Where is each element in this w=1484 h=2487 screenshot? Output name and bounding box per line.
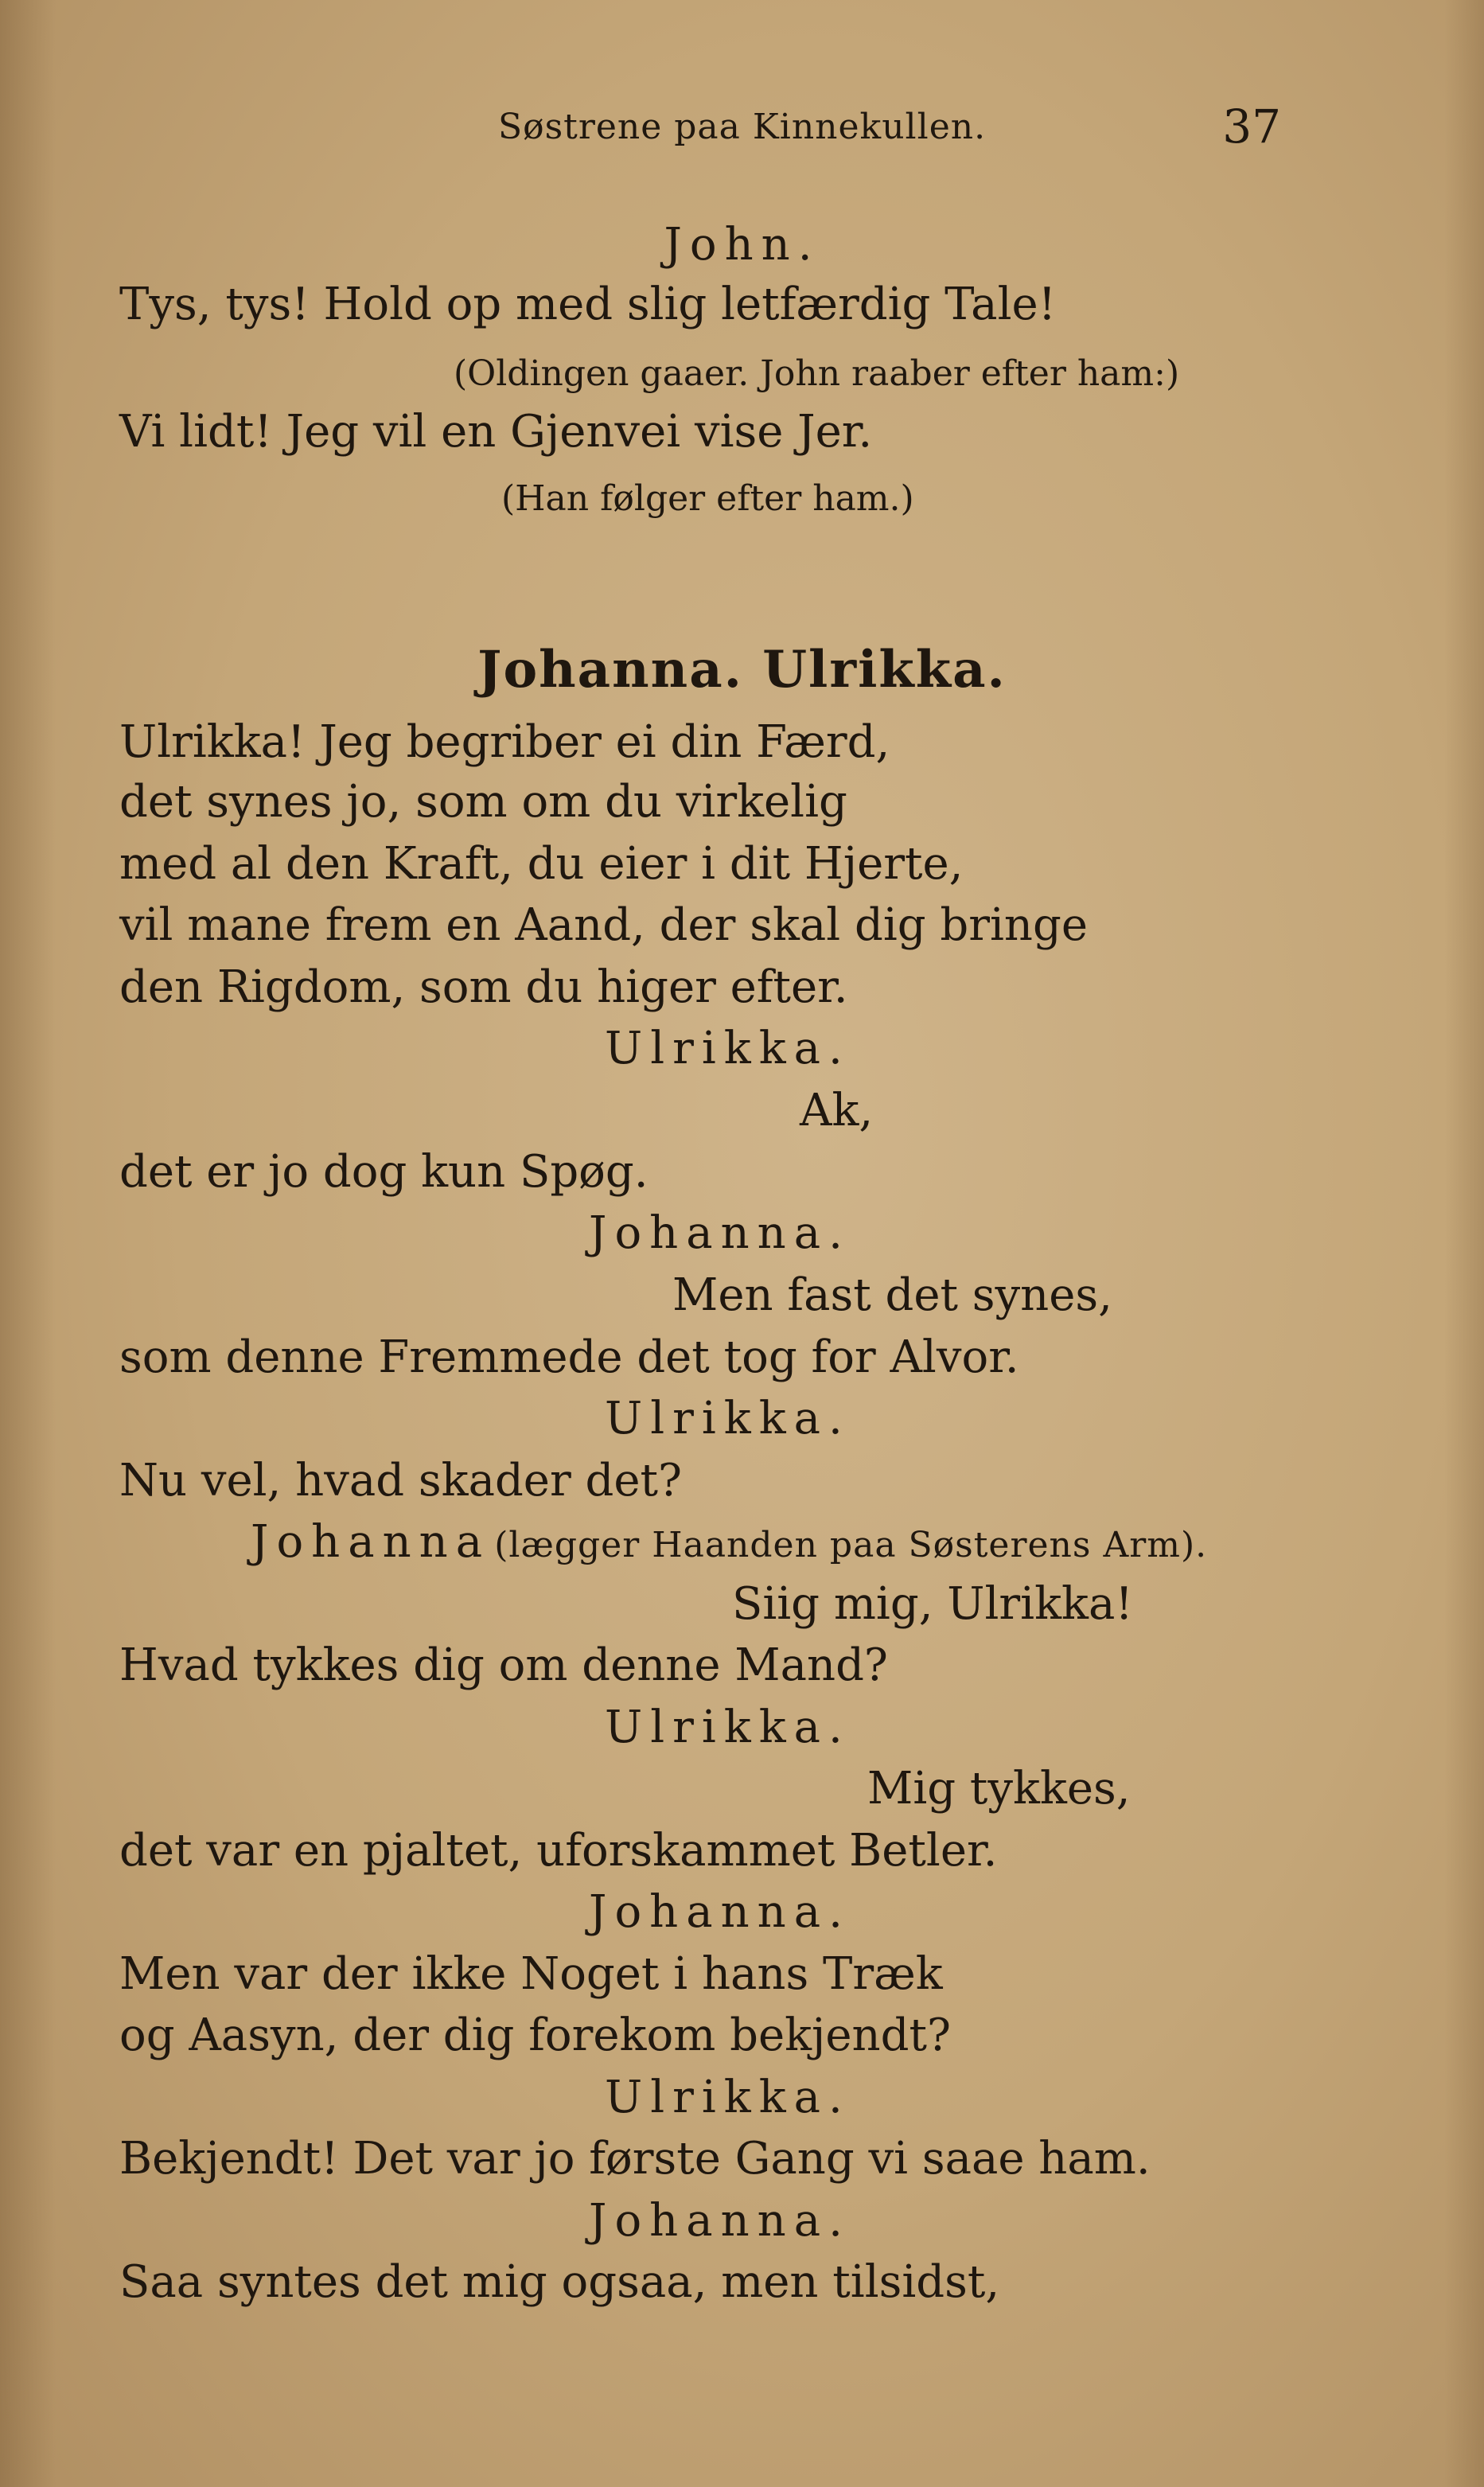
stage-direction: (lægger Haanden paa Søsterens Arm). bbox=[494, 1525, 1208, 1565]
verse-line: som denne Fremmede det tog for Alvor. bbox=[119, 1331, 1019, 1383]
speaker-name: Ulrikka. bbox=[605, 1023, 851, 1074]
verse-line: Hvad tykkes dig om denne Mand? bbox=[119, 1639, 888, 1691]
verse-line: med al den Kraft, du eier i dit Hjerte, bbox=[119, 838, 964, 890]
scene-heading: Johanna. Ulrikka. bbox=[477, 640, 1007, 700]
speaker-name: Ulrikka. bbox=[605, 1393, 851, 1444]
speaker-name: John. bbox=[664, 219, 820, 271]
verse-line: Mig tykkes, bbox=[867, 1763, 1131, 1815]
speaker-name: Johanna bbox=[251, 1516, 491, 1568]
verse-line: Ak, bbox=[800, 1085, 874, 1136]
verse-line: Bekjendt! Det var jo første Gang vi saae ham. bbox=[119, 2133, 1151, 2185]
verse-line: Nu vel, hvad skader det? bbox=[119, 1455, 683, 1507]
verse-line: Vi lidt! Jeg vil en Gjenvei vise Jer. bbox=[119, 406, 873, 458]
speaker-name: Ulrikka. bbox=[605, 2072, 851, 2123]
stage-direction: (Han følger efter ham.) bbox=[501, 478, 914, 519]
stage-direction: (Oldingen gaaer. John raaber efter ham:) bbox=[454, 353, 1180, 394]
running-title: Søstrene paa Kinnekullen. bbox=[497, 107, 987, 147]
verse-line: Ulrikka! Jeg begriber ei din Færd, bbox=[119, 716, 890, 768]
verse-line: Saa syntes det mig ogsaa, men tilsidst, bbox=[119, 2256, 1000, 2308]
speaker-name: Johanna. bbox=[589, 2195, 851, 2247]
speaker-name: Johanna. bbox=[589, 1207, 851, 1259]
verse-line: den Rigdom, som du higer efter. bbox=[119, 961, 848, 1013]
page-number: 37 bbox=[1222, 99, 1281, 154]
page-shadow-left bbox=[0, 0, 56, 2487]
page-shadow-right bbox=[1444, 0, 1484, 2487]
verse-line: Men var der ikke Noget i hans Træk bbox=[119, 1948, 943, 2000]
verse-line: Siig mig, Ulrikka! bbox=[732, 1578, 1133, 1630]
verse-line: vil mane frem en Aand, der skal dig bringe bbox=[119, 899, 1088, 951]
speaker-name: Johanna. bbox=[589, 1886, 851, 1938]
verse-line: det synes jo, som om du virkelig bbox=[119, 776, 847, 828]
verse-line: det var en pjaltet, uforskammet Betler. bbox=[119, 1825, 998, 1877]
speaker-with-direction bbox=[251, 1516, 1208, 1568]
verse-line: Men fast det synes, bbox=[672, 1269, 1112, 1321]
verse-line: det er jo dog kun Spøg. bbox=[119, 1146, 649, 1198]
verse-line: Tys, tys! Hold op med slig letfærdig Tale! bbox=[119, 279, 1057, 330]
speaker-name: Ulrikka. bbox=[605, 1702, 851, 1753]
verse-line: og Aasyn, der dig forekom bekjendt? bbox=[119, 2009, 951, 2061]
